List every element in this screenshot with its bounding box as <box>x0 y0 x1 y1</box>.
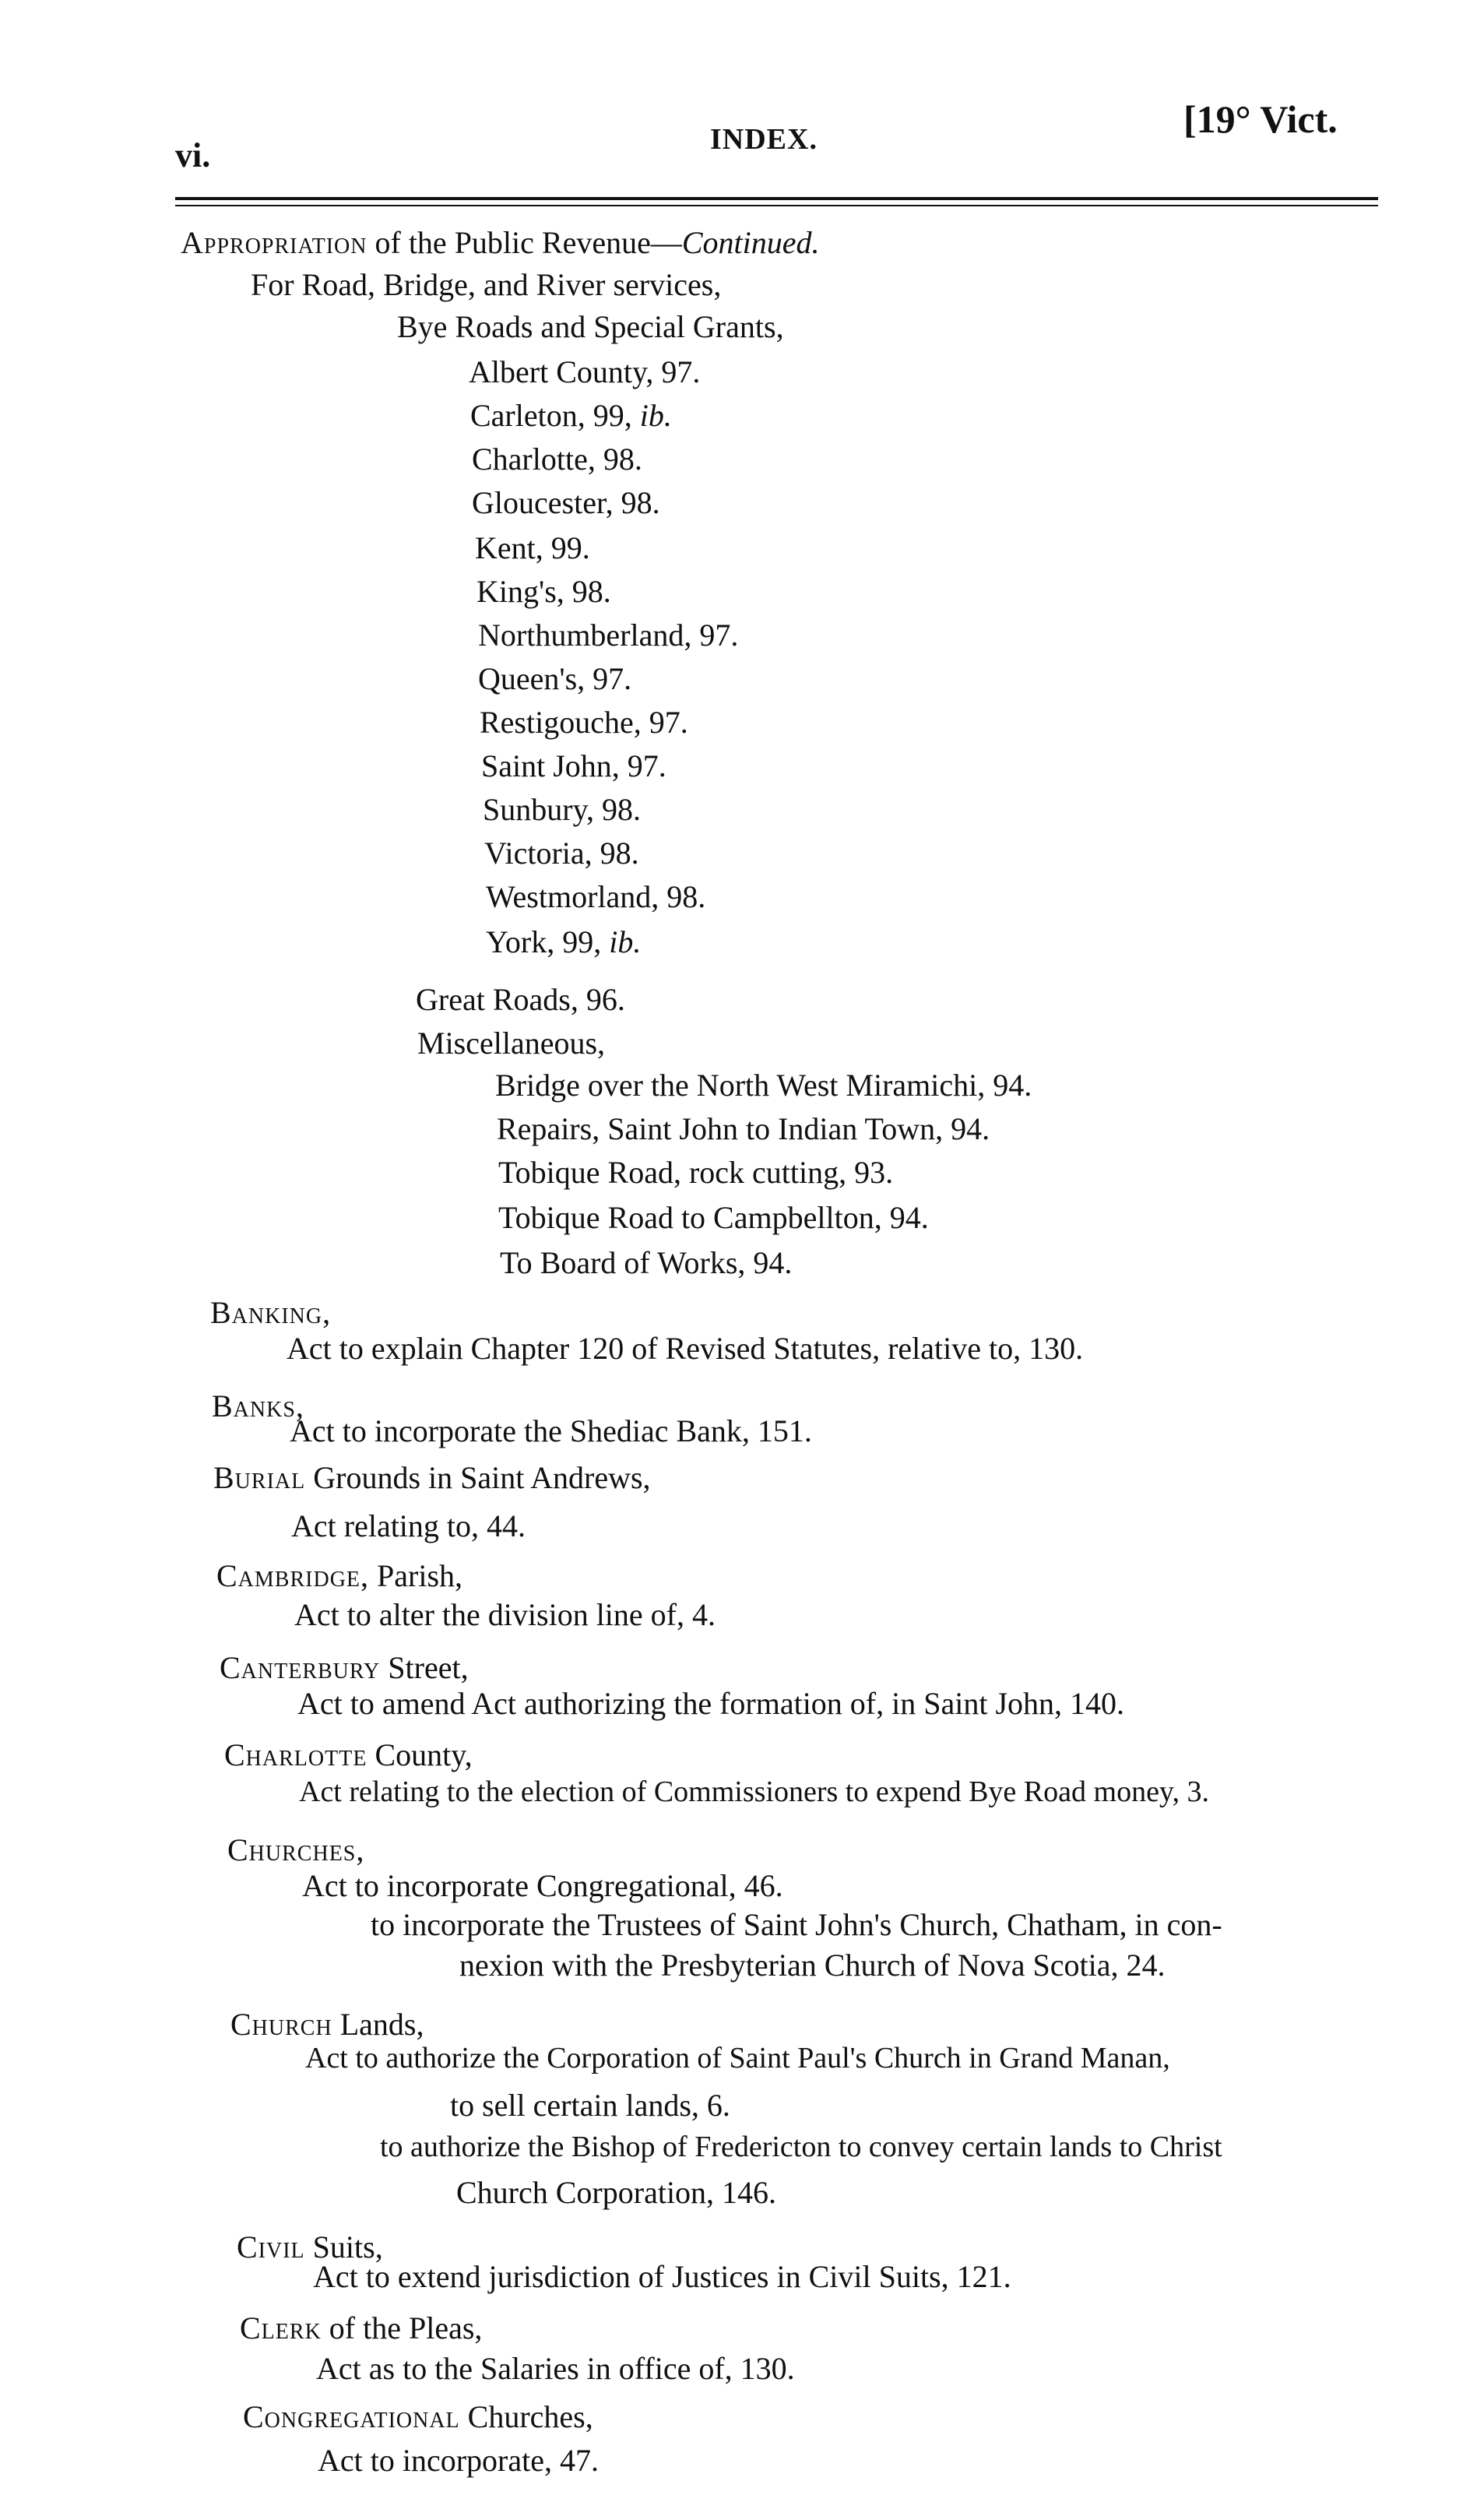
entry-text: Tobique Road, rock cutting, 93. <box>498 1155 894 1190</box>
index-entry <box>251 269 721 301</box>
index-entry <box>287 1333 1083 1364</box>
entry-text: to incorporate the Trustees of Saint John's Church, Chatham, in con- <box>371 1907 1222 1942</box>
entry-text: Gloucester, 98. <box>472 485 660 520</box>
index-entry <box>483 794 641 825</box>
entry-text: to sell certain lands, 6. <box>450 2088 730 2123</box>
entry-text: Suits, <box>304 2229 383 2264</box>
entry-text: Charlotte, 98. <box>472 442 642 477</box>
entry-text: of the Public Revenue— <box>367 225 682 260</box>
index-entry <box>216 1558 463 1593</box>
entry-text: of the Pleas, <box>321 2310 483 2345</box>
session-label: [19° Vict. <box>1183 97 1338 141</box>
entry-text: Act to explain Chapter 120 of Revised Statutes, relative to, 130. <box>287 1331 1084 1366</box>
entry-text: Bye Roads and Special Grants, <box>397 309 784 344</box>
index-entry <box>486 924 642 959</box>
index-entry <box>210 1297 331 1328</box>
index-entry <box>297 1688 1124 1719</box>
index-entry <box>469 354 701 389</box>
entry-text: Churches, <box>459 2399 593 2434</box>
entry-text: For Road, Bridge, and River services, <box>251 267 722 302</box>
entry-text: Act relating to the election of Commissioners to expend Bye Road money, 3. <box>299 1775 1209 1808</box>
index-entry <box>472 487 660 519</box>
page-number: vi. <box>175 136 211 174</box>
entry-heading: Canterbury <box>220 1650 381 1685</box>
entry-text: Grounds in Saint Andrews, <box>305 1460 651 1495</box>
index-entry <box>480 707 688 738</box>
entry-text: Street, <box>380 1650 469 1685</box>
index-entry <box>450 2090 730 2121</box>
index-entry <box>313 2261 1011 2293</box>
index-entry <box>500 1247 792 1279</box>
entry-italic: Continued. <box>681 225 820 260</box>
entry-heading: Church <box>230 2007 332 2042</box>
entry-text: Great Roads, 96. <box>416 982 625 1017</box>
entry-text: Bridge over the North West Miramichi, 94. <box>495 1068 1032 1103</box>
entry-text: Tobique Road to Campbellton, 94. <box>498 1200 929 1235</box>
index-entry <box>470 400 672 431</box>
index-entry <box>318 2445 599 2476</box>
entry-text: York, 99, <box>486 924 610 959</box>
index-entry <box>371 1909 1222 1941</box>
index-entry <box>230 2009 424 2040</box>
index-entry <box>224 1737 473 1772</box>
index-entry <box>416 984 625 1015</box>
index-entry <box>459 1950 1165 1981</box>
index-entry <box>243 2399 593 2434</box>
entry-text: nexion with the Presbyterian Church of Nova Scotia, 24. <box>459 1948 1166 1983</box>
entry-heading: Churches, <box>227 1832 365 1867</box>
entry-text: Albert County, 97. <box>469 354 701 389</box>
entry-text: Act as to the Salaries in office of, 130. <box>316 2351 795 2386</box>
index-entry <box>291 1508 526 1543</box>
index-entry <box>475 530 590 565</box>
entry-heading: Congregational <box>243 2399 460 2434</box>
index-entry <box>213 1462 651 1494</box>
entry-text: Act to amend Act authorizing the formation of, in Saint John, 140. <box>297 1686 1125 1721</box>
index-entry <box>397 311 784 343</box>
index-entry <box>316 2353 795 2384</box>
entry-text: Church Corporation, 146. <box>456 2175 777 2210</box>
index-entry <box>302 1870 783 1902</box>
index-entry <box>380 2132 1222 2162</box>
page-title: INDEX. <box>710 123 818 156</box>
entry-text: Act to incorporate Congregational, 46. <box>302 1868 783 1903</box>
entry-text: Miscellaneous, <box>417 1026 606 1061</box>
entry-text: Queen's, 97. <box>478 661 632 696</box>
entry-heading: Clerk <box>240 2310 322 2345</box>
entry-text: Kent, 99. <box>475 530 590 565</box>
index-entry <box>290 1413 812 1448</box>
entry-heading: Civil <box>237 2229 305 2264</box>
entry-text: Repairs, Saint John to Indian Town, 94. <box>497 1111 990 1146</box>
index-entry <box>476 576 611 607</box>
entry-heading: Banks, <box>212 1388 304 1423</box>
index-entry <box>237 2229 383 2264</box>
header-rule-bottom <box>175 205 1378 206</box>
index-entry <box>472 444 642 475</box>
entry-italic: ib. <box>639 398 672 433</box>
entry-heading: Charlotte <box>224 1737 367 1772</box>
entry-text: Act to incorporate the Shediac Bank, 151. <box>290 1413 812 1448</box>
header-rule-top <box>175 197 1378 200</box>
index-entry <box>227 1832 365 1867</box>
entry-text: Lands, <box>332 2007 424 2042</box>
entry-text: King's, 98. <box>476 574 611 609</box>
index-entry <box>497 1111 990 1146</box>
entry-text: Act relating to, 44. <box>291 1508 526 1543</box>
index-entry <box>456 2177 776 2208</box>
index-entry <box>478 620 738 651</box>
entry-text: Act to incorporate, 47. <box>318 2443 599 2478</box>
entry-heading: Cambridge, <box>216 1558 370 1593</box>
entry-text: County, <box>367 1737 473 1772</box>
entry-text: Restigouche, 97. <box>480 705 688 740</box>
index-entry <box>484 838 639 869</box>
entry-text: Parish, <box>369 1558 463 1593</box>
index-entry <box>294 1599 716 1631</box>
index-entry <box>498 1202 929 1233</box>
index-entry <box>498 1157 893 1188</box>
index-entry <box>486 879 706 914</box>
index-entry <box>495 1070 1032 1101</box>
entry-text: Act to authorize the Corporation of Saint Paul's Church in Grand Manan, <box>305 2042 1170 2074</box>
entry-text: Westmorland, 98. <box>486 879 706 914</box>
index-entry <box>481 748 666 783</box>
entry-text: To Board of Works, 94. <box>500 1245 793 1280</box>
entry-text: Carleton, 99, <box>470 398 640 433</box>
index-entry <box>305 2043 1170 2073</box>
entry-text: Saint John, 97. <box>481 748 666 783</box>
index-entry <box>181 227 820 259</box>
entry-italic: ib. <box>609 924 642 959</box>
entry-heading: Appropriation <box>181 225 367 260</box>
index-entry <box>417 1028 605 1059</box>
entry-text: to authorize the Bishop of Fredericton to convey certain lands to Christ <box>380 2131 1222 2163</box>
entry-heading: Banking, <box>210 1295 332 1330</box>
index-entry <box>478 663 631 695</box>
entry-text: Sunbury, 98. <box>483 792 641 827</box>
index-entry <box>299 1777 1209 1807</box>
entry-text: Northumberland, 97. <box>478 618 739 653</box>
entry-heading: Burial <box>213 1460 306 1495</box>
index-entry <box>240 2310 483 2345</box>
entry-text: Act to alter the division line of, 4. <box>294 1597 716 1632</box>
entry-text: Act to extend jurisdiction of Justices in Civil Suits, 121. <box>313 2259 1011 2294</box>
entry-text: Victoria, 98. <box>484 836 639 871</box>
index-entry <box>220 1652 469 1684</box>
